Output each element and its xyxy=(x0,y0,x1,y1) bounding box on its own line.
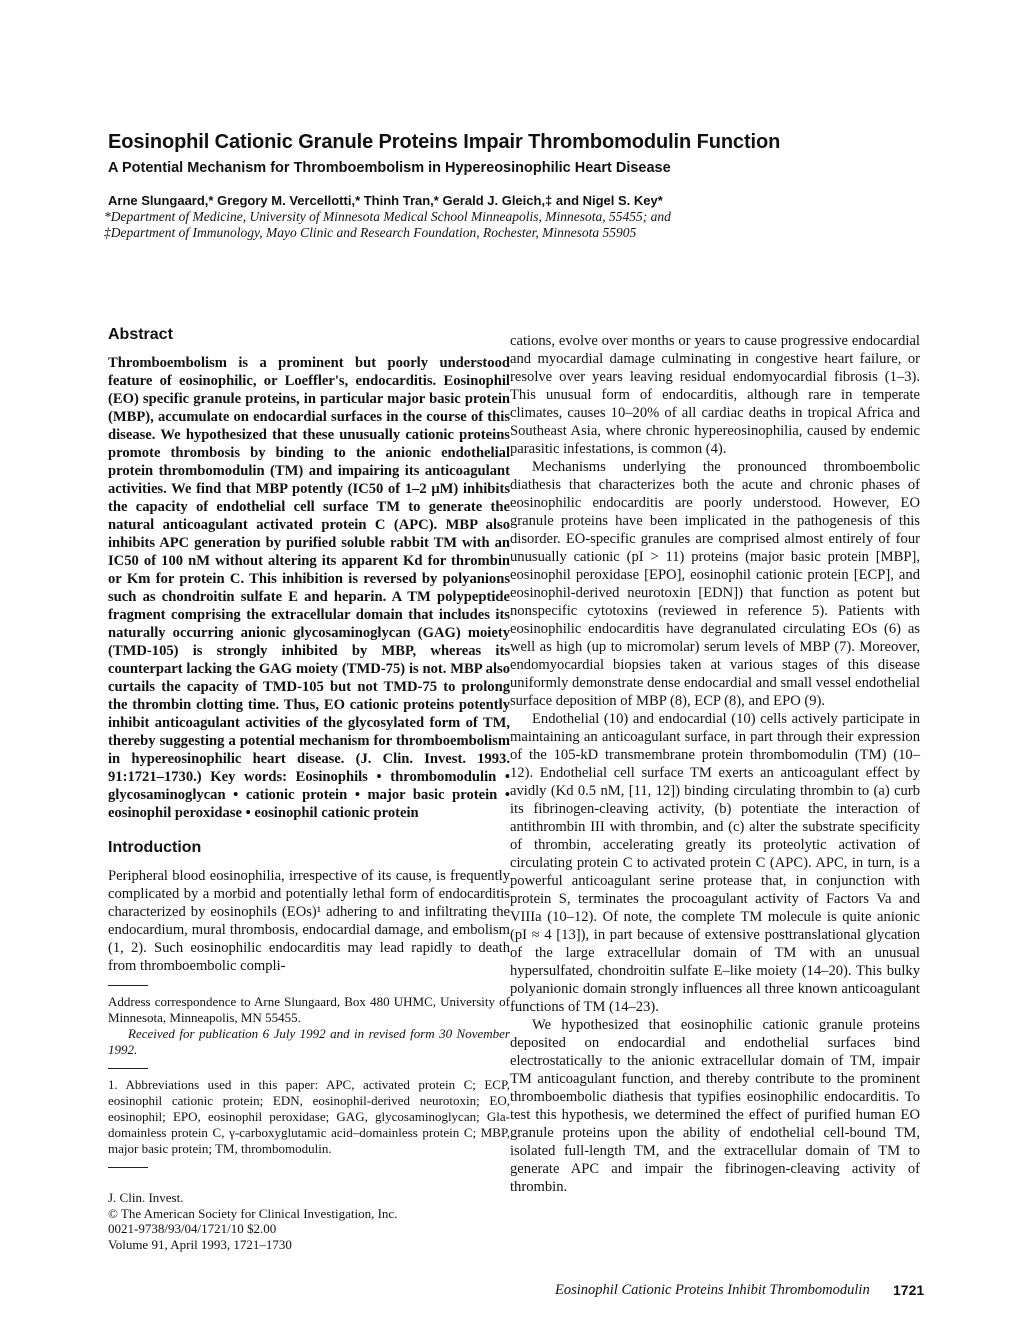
left-column xyxy=(108,326,510,1176)
abstract-heading: Abstract xyxy=(108,326,173,343)
introduction-paragraph: Peripheral blood eosinophilia, irrespective of its cause, is frequently complicated by a morbid and potentially lethal form of endocarditis characterized by eosinophils (EOs)¹ adhering to and infiltrating the endocardium, mural thrombosis, endocardial damage, and embolism (1, 2). Such eosinophilic endocarditis may lead rapidly to death from thromboembolic compli- xyxy=(108,868,510,974)
affiliation-2: ‡Department of Immunology, Mayo Clinic and Research Foundation, Rochester, Minnesota 55905 xyxy=(104,225,637,240)
footnote-divider xyxy=(108,985,148,986)
body-paragraph-4: We hypothesized that eosinophilic cationic granule proteins deposited on endocardial and endothelial surfaces bind electrostatically to the anionic extracellular domain of TM, impair TM anticoagulant function, and thereby contribute to the prominent thromboembolic diathesis that typifies eosinophilic endocarditis. To test this hypothesis, we determined the effect of purified human EO granule proteins upon the ability of endothelial cell-bound TM, isolated full-length TM, and the extracellular domain of TM to generate APC and impair the fibrinogen-cleaving activity of thrombin. xyxy=(510,1017,920,1195)
journal-line-3: 0021-9738/93/04/1721/10 $2.00 xyxy=(108,1221,277,1236)
affiliation-1: *Department of Medicine, University of Minnesota Medical School Minneapolis, Minnesota, 55455; and xyxy=(104,209,671,224)
footnote-divider-2 xyxy=(108,1068,148,1069)
abstract-text: Thromboembolism is a prominent but poorly understood feature of eosinophilic, or Loeffler's, endocarditis. Eosinophil (EO) specific granule proteins, in particular major basic protein (MBP), accumulate on endocardial surfaces in the course of this disease. We hypothesized that these unusually cationic proteins promote thrombosis by binding to the anionic endothelial protein thrombomodulin (TM) and impairing its anticoagulant activities. We find that MBP potently (IC50 of 1–2 μM) inhibits the capacity of endothelial cell surface TM to generate the natural anticoagulant activated protein C (APC). MBP also inhibits APC generation by purified soluble rabbit TM with an IC50 of 100 nM without altering its apparent Kd for thrombin or Km for protein C. This inhibition is reversed by polyanions such as chondroitin sulfate E and heparin. A TM polypeptide fragment comprising the extracellular domain that includes its naturally occurring anionic glycosaminoglycan (GAG) moiety (TMD-105) is strongly inhibited by MBP, whereas its counterpart lacking the GAG moiety (TMD-75) is not. MBP also curtails the capacity of TMD-105 but not TMD-75 to prolong the thrombin clotting time. Thus, EO cationic proteins potently inhibit anticoagulant activities of the glycosylated form of TM, thereby suggesting a potential mechanism for thromboembolism in hypereosinophilic heart disease. (J. Clin. Invest. 1993. 91:1721–1730.) Key words: Eosinophils • thrombomodulin • glycosaminoglycan • cationic protein • major basic protein • eosinophil peroxidase • eosinophil cationic protein xyxy=(108,355,510,821)
correspondence-footnote: Address correspondence to Arne Slungaard, Box 480 UHMC, University of Minnesota, Minneapolis, MN 55455. xyxy=(108,994,510,1025)
body-paragraph-2: Mechanisms underlying the pronounced thromboembolic diathesis that characterizes both the acute and chronic phases of eosinophilic endocarditis are poorly understood. However, EO granule proteins have been implicated in the pathogenesis of this disorder. EO-specific granules are comprised almost entirely of four unusually cationic (pI > 11) proteins (major basic protein [MBP], eosinophil peroxidase [EPO], eosinophil cationic protein [ECP], and eosinophil-derived neurotoxin [EDN]) that function as potent but nonspecific cytotoxins (reviewed in reference 5). Patients with eosinophilic endocarditis have degranulated circulating EOs (6) as well as high (up to micromolar) serum levels of MBP (7). Moreover, endomyocardial biopsies taken at various stages of this disease uniformly demonstrate dense endocardial and small vessel endothelial surface deposition of MBP (8), ECP (8), and EPO (9). xyxy=(510,459,920,709)
journal-line-1: J. Clin. Invest. xyxy=(108,1190,184,1205)
introduction-heading: Introduction xyxy=(108,839,202,856)
journal-line-4: Volume 91, April 1993, 1721–1730 xyxy=(108,1236,292,1252)
journal-info xyxy=(108,1190,510,1252)
page-number: 1721 xyxy=(893,1282,925,1298)
article-subtitle: A Potential Mechanism for Thromboembolism in Hypereosinophilic Heart Disease xyxy=(108,160,671,176)
abbreviations-footnote: 1. Abbreviations used in this paper: APC, activated protein C; ECP, eosinophil cationic protein; EDN, eosinophil-derived neurotoxin; EO, eosinophil; EPO, eosinophil peroxidase; GAG, glycosaminoglycan; Gla-domainless protein C, γ-carboxyglutamic acid–domainless protein C; MBP, major basic protein; TM, thrombomodulin. xyxy=(108,1077,510,1156)
journal-line-2: © The American Society for Clinical Investigation, Inc. xyxy=(108,1205,398,1221)
footnote-divider-3 xyxy=(108,1167,148,1168)
body-paragraph-1: cations, evolve over months or years to cause progressive endocardial and myocardial damage culminating in congestive heart failure, or resolve over years leaving residual endomyocardial fibrosis (1–3). This unusual form of endocarditis, although rare in temperate climates, causes 10–20% of all cardiac deaths in tropical Africa and Southeast Asia, where chronic hypereosinophilia, caused by endemic parasitic infestations, is common (4). xyxy=(510,333,920,457)
body-paragraph-3: Endothelial (10) and endocardial (10) cells actively participate in maintaining an anticoagulant surface, in part through their expression of the 105-kD transmembrane protein thrombomodulin (TM) (10–12). Endothelial cell surface TM exerts an anticoagulant effect by avidly (Kd 0.5 nM, [11, 12]) binding circulating thrombin to (a) curb its fibrinogen-cleaving activity, (b) potentiate the interaction of antithrombin III with thrombin, and (c) alter the substrate specificity of thrombin, accelerating greatly its proteolytic activation of circulating protein C to activated protein C (APC). APC, in turn, is a powerful anticoagulant serine protease that, in conjunction with protein S, terminates the procoagulant activity of Factors Va and VIIIa (10–12). Of note, the complete TM molecule is quite anionic (pI ≈ 4 [13]), in part because of extensive posttranslational glycation of the large extracellular domain of TM with an unusual hypersulfated, chondroitin sulfate E–like moiety (14–20). This bulky polyanionic domain strongly influences all three known anticoagulant functions of TM (14–23). xyxy=(510,711,920,1015)
introduction-section xyxy=(108,839,510,975)
received-footnote: Received for publication 6 July 1992 and in revised form 30 November 1992. xyxy=(108,1026,510,1057)
article-title: Eosinophil Cationic Granule Proteins Impair Thrombomodulin Function xyxy=(108,131,781,153)
running-head: Eosinophil Cationic Proteins Inhibit Thrombomodulin xyxy=(555,1282,870,1298)
author-list: Arne Slungaard,* Gregory M. Vercellotti,* Thinh Tran,* Gerald J. Gleich,‡ and Nigel S. Key* xyxy=(108,193,663,208)
right-column xyxy=(510,332,920,1196)
